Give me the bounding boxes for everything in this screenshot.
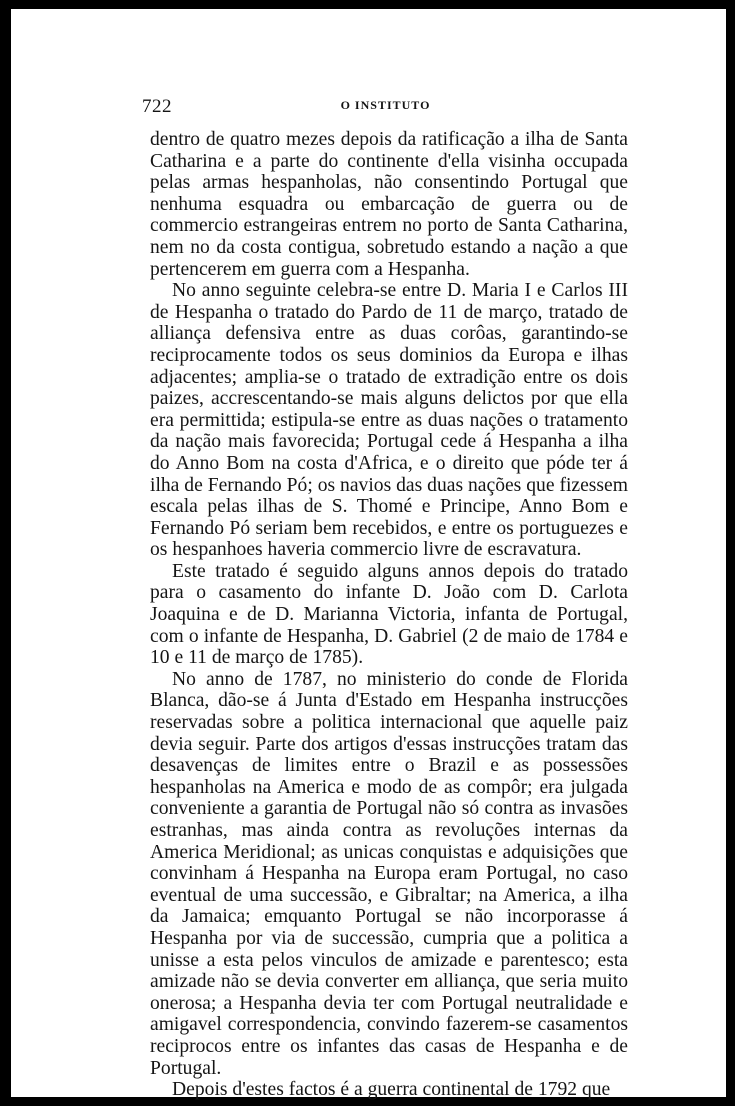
page-number: 722 [142, 96, 172, 117]
body-text [150, 129, 628, 1101]
paragraph: Depois d'estes factos é a guerra continental de 1792 que [172, 1079, 611, 1101]
paragraph: Este tratado é seguido alguns annos depois do tratado para o casamento do infante D. João com D. Carlota Joaquina e de D. Marianna Victoria, infanta de Portugal, com o infante de Hespanha, D. Gabriel (2 de maio de 1784 e 10 e 11 de março de 1785). [150, 560, 628, 669]
running-title: O INSTITUTO [340, 98, 431, 112]
paragraph: No anno de 1787, no ministerio do conde de Florida Blanca, dão-se á Junta d'Estado em Hespanha instrucções reservadas sobre a politica internacional que aquelle paiz devia seguir. Parte dos artigos d'essas instrucções tratam das desavenças de limites entre o Brazil e as possessões hespanholas na America e modo de as compôr; era julgada conveniente a garantia de Portugal não só contra as invasões estranhas, mas ainda contra as revoluções internas da America Meridional; as unicas conquistas e adquisições que convinham á Hespanha na Europa eram Portugal, no caso eventual de uma successão, e Gibraltar; na America, a ilha da Jamaica; emquanto Portugal se não incorporasse á Hespanha por via de successão, cumpria que a politica a unisse a esta pelos vinculos de amizade e parentesco; esta amizade não se devia converter em alliança, que seria muito onerosa; a Hespanha devia ter com Portugal neutralidade e amigavel correspondencia, convindo fazerem-se casamentos reciprocos entre os infantes das casas de Hespanha e de Portugal. [150, 668, 628, 1079]
page-header [142, 96, 629, 122]
paragraph: dentro de quatro mezes depois da ratificação a ilha de Santa Catharina e a parte do continente d'ella visinha occupada pelas armas hespanholas, não consentindo Portugal que nenhuma esquadra ou embarcação de guerra ou de commercio estrangeiras entrem no porto de Santa Catharina, nem no da costa contigua, sobretudo estando a nação a que pertencerem em guerra com a Hespanha. [150, 129, 628, 280]
paragraph: No anno seguinte celebra-se entre D. Maria I e Carlos III de Hespanha o tratado do Pardo de 11 de março, tratado de alliança defensiva entre as duas corôas, garantindo-se reciprocamente todos os seus dominios da Europa e ilhas adjacentes; amplia-se o tratado de extradição entre os dois paizes, accrescentando-se mais alguns delictos por que ella era permittida; estipula-se entre as duas nações o tratamento da nação mais favorecida; Portugal cede á Hespanha a ilha do Anno Bom na costa d'Africa, e o direito que póde ter á ilha de Fernando Pó; os navios das duas nações que fizessem escala pelas ilhas de S. Thomé e Principe, Anno Bom e Fernando Pó seriam bem recebidos, e entre os portuguezes e os hespanhoes haveria commercio livre de escravatura. [150, 280, 628, 561]
